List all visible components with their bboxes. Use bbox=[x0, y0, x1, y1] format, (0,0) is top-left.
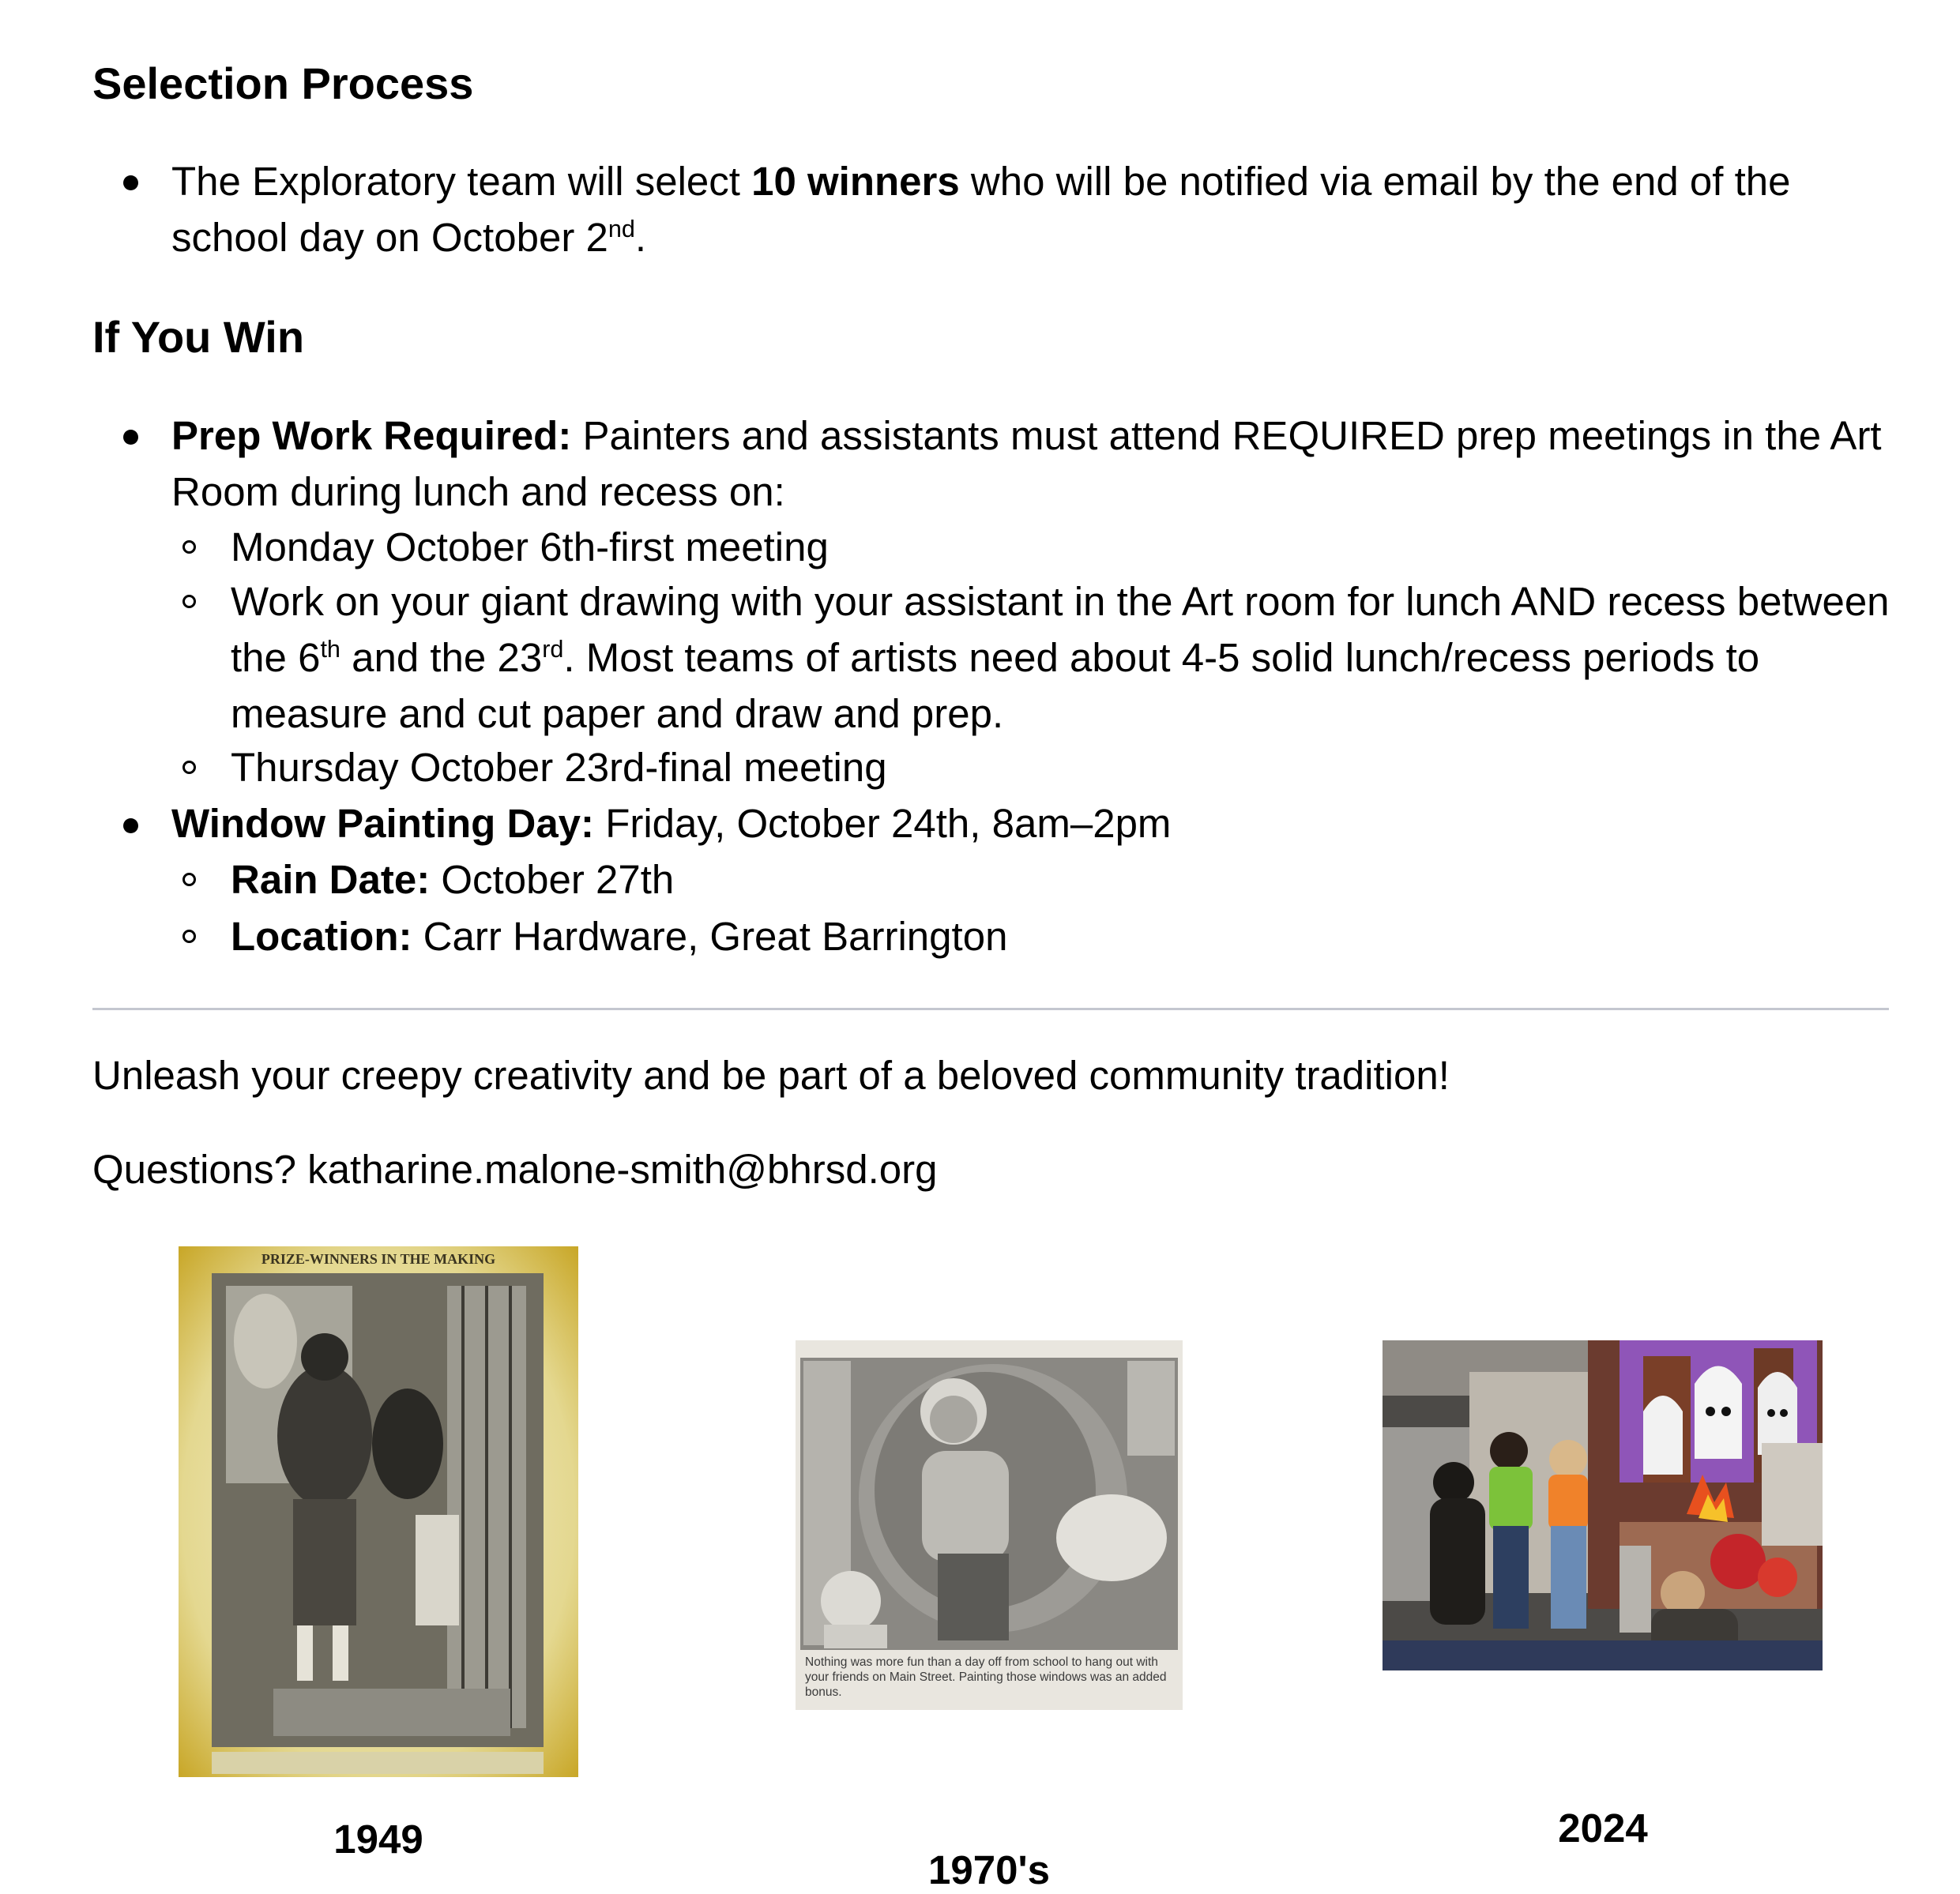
bullet-dot bbox=[123, 430, 138, 445]
selection-item: The Exploratory team will select 10 winners who will be notified via email by the end of the school day on October 2nd. bbox=[171, 159, 1791, 260]
questions-text: Questions? katharine.malone-smith@bhrsd.org bbox=[92, 1147, 938, 1192]
closing-text: Unleash your creepy creativity and be part of a beloved community tradition! bbox=[92, 1053, 1450, 1098]
prep-work-item: Prep Work Required: Painters and assistants must attend REQUIRED prep meetings in the Art Room during lunch and recess on: bbox=[171, 413, 1882, 514]
newspaper-header: PRIZE-WINNERS IN THE MAKING bbox=[261, 1251, 496, 1267]
win-heading: If You Win bbox=[92, 312, 305, 362]
caption-1949: 1949 bbox=[333, 1817, 423, 1862]
circle-bullet bbox=[182, 930, 196, 943]
location-item: Location: Carr Hardware, Great Barrington bbox=[231, 914, 1008, 959]
prep-sub-first-meeting: Monday October 6th-first meeting bbox=[231, 524, 829, 569]
horizontal-divider bbox=[92, 1008, 1889, 1010]
photo-caption-text: Nothing was more fun than a day off from school to hang out with your friends on Main Street. Painting those windows was an added bonus. bbox=[805, 1655, 1167, 1699]
circle-bullet bbox=[182, 873, 196, 886]
prep-sub-final-meeting: Thursday October 23rd-final meeting bbox=[231, 745, 887, 790]
circle-bullet bbox=[182, 761, 196, 774]
caption-2024: 2024 bbox=[1558, 1806, 1648, 1851]
photo-2024 bbox=[1383, 1340, 1823, 1670]
selection-heading: Selection Process bbox=[92, 58, 474, 108]
winners-count: 10 winners bbox=[751, 159, 960, 204]
bullet-dot bbox=[123, 175, 138, 190]
painting-day-item: Window Painting Day: Friday, October 24th, 8am–2pm bbox=[171, 801, 1172, 846]
prep-sub-drawing: Work on your giant drawing with your assistant in the Art room for lunch AND recess between the 6th and the 23rd. Most teams of artists need about 4-5 solid lunch/recess periods to measure and cut paper and draw and prep. bbox=[231, 579, 1890, 736]
rain-date-item: Rain Date: October 27th bbox=[231, 857, 675, 902]
photo-1970s bbox=[796, 1340, 1183, 1710]
photo-1949 bbox=[179, 1246, 578, 1777]
bullet-dot bbox=[123, 818, 138, 833]
circle-bullet bbox=[182, 540, 196, 554]
caption-1970s: 1970's bbox=[928, 1847, 1050, 1892]
circle-bullet bbox=[182, 595, 196, 608]
